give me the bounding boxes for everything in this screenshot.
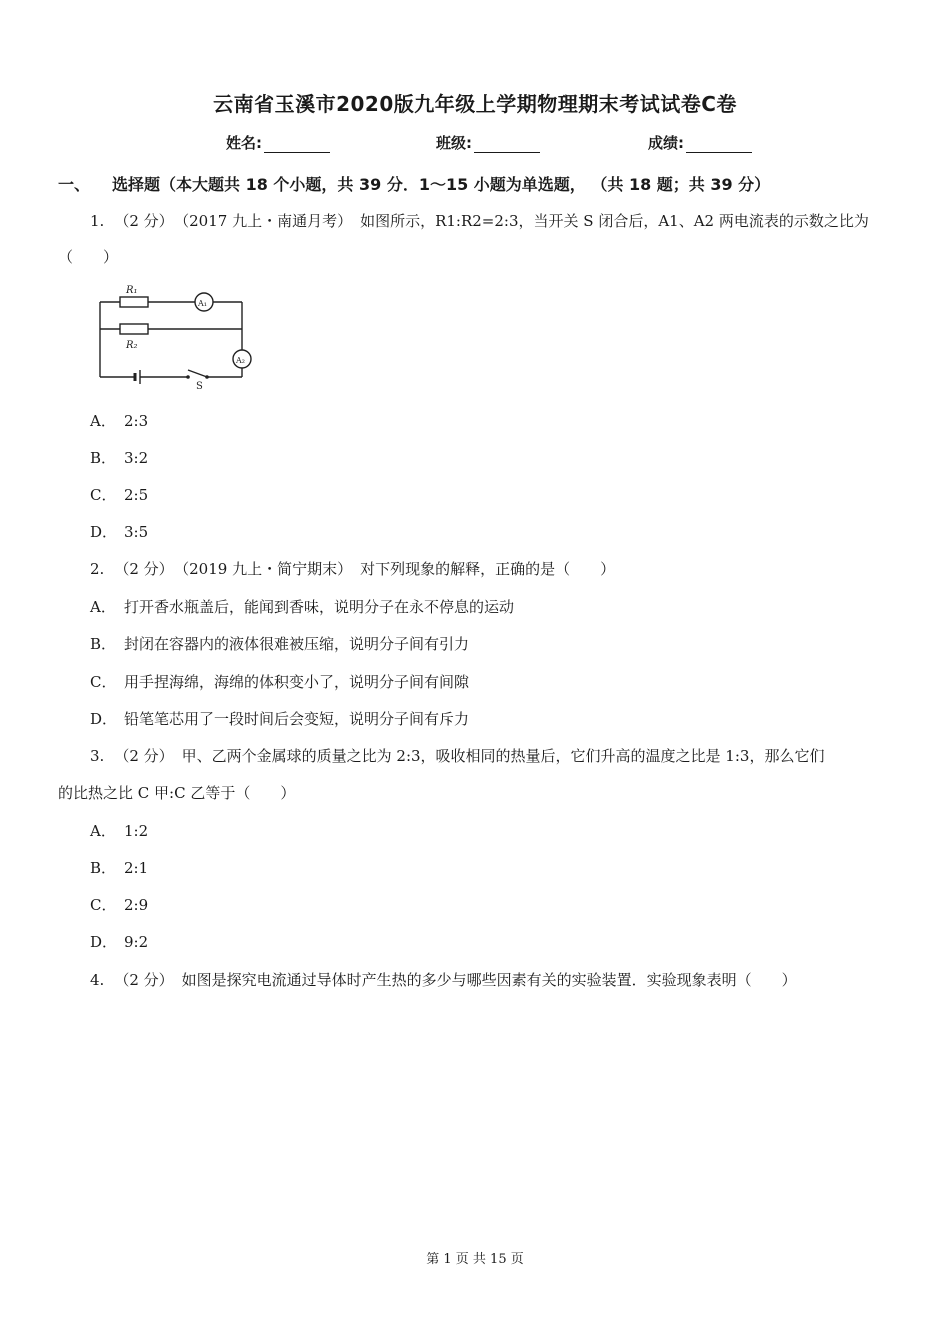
page-footer: 第 1 页 共 15 页	[426, 1252, 524, 1267]
section-text: 选择题（本大题共 18 个小题，共 39 分．1～15 小题为单选题， （共 18 题；共 39 分）	[112, 175, 771, 194]
question-number: 4.	[90, 971, 105, 989]
question-1-stem-cont: （ ）	[58, 248, 119, 266]
question-score: （2 分）	[114, 560, 174, 578]
a2-label: A₂	[236, 356, 245, 365]
class-label: 班级:	[436, 134, 472, 152]
resistor-r2	[120, 324, 148, 334]
r2-label: R₂	[126, 340, 138, 351]
question-2-stem	[90, 558, 615, 579]
question-3-option-a[interactable]: A． 1:2	[90, 822, 149, 840]
resistor-r1	[120, 297, 148, 307]
s-label: S	[196, 381, 203, 390]
question-3-option-d[interactable]: D． 9:2	[90, 933, 149, 951]
question-3-stem	[90, 745, 824, 766]
section-number: 一、	[58, 175, 91, 194]
question-4-stem	[90, 969, 797, 990]
score-blank[interactable]	[686, 136, 752, 153]
question-score: （2 分）	[114, 971, 174, 989]
name-label: 姓名:	[226, 134, 262, 152]
r1-label: R₁	[126, 285, 138, 296]
score-label: 成绩:	[648, 134, 684, 152]
section-heading	[58, 172, 770, 195]
question-source: （2019 九上・简宁期末）	[181, 560, 353, 578]
name-blank[interactable]	[264, 136, 330, 153]
question-3-option-c[interactable]: C． 2:9	[90, 896, 149, 914]
question-text: 对下列现象的解释，正确的是（ ）	[360, 560, 616, 578]
page-title: 云南省玉溪市2020版九年级上学期物理期末考试试卷C卷	[213, 92, 737, 116]
circuit-diagram	[92, 282, 262, 390]
class-field[interactable]	[436, 132, 540, 153]
class-blank[interactable]	[474, 136, 540, 153]
question-source: （2017 九上・南通月考）	[181, 212, 353, 230]
question-1-option-c[interactable]: C． 2:5	[90, 486, 149, 504]
question-1-option-d[interactable]: D． 3:5	[90, 523, 149, 541]
question-score: （2 分）	[114, 747, 174, 765]
question-1-option-a[interactable]: A． 2:3	[90, 412, 149, 430]
question-text: 如图所示，R1:R2=2:3，当开关 S 闭合后，A1、A2 两电流表的示数之比为	[360, 212, 869, 230]
question-2-option-d[interactable]: D． 铅笔笔芯用了一段时间后会变短，说明分子间有斥力	[90, 710, 470, 728]
question-2-option-c[interactable]: C． 用手捏海绵，海绵的体积变小了，说明分子间有间隙	[90, 673, 470, 691]
question-text: 如图是探究电流通过导体时产生热的多少与哪些因素有关的实验装置．实验现象表明（ ）	[181, 971, 797, 989]
question-3-stem-cont: 的比热之比 C 甲:C 乙等于（ ）	[58, 784, 296, 802]
question-number: 1.	[90, 212, 105, 230]
question-2-option-a[interactable]: A． 打开香水瓶盖后，能闻到香味，说明分子在永不停息的运动	[90, 598, 515, 616]
question-number: 2.	[90, 560, 105, 578]
student-info-row	[0, 132, 950, 156]
question-text: 甲、乙两个金属球的质量之比为 2:3，吸收相同的热量后，它们升高的温度之比是 1:3，那么它们	[181, 747, 825, 765]
question-score: （2 分）	[114, 212, 174, 230]
score-field[interactable]	[648, 132, 752, 153]
switch-s	[188, 370, 207, 377]
a1-label: A₁	[198, 299, 207, 308]
question-2-option-b[interactable]: B． 封闭在容器内的液体很难被压缩，说明分子间有引力	[90, 635, 470, 653]
question-1-stem	[90, 210, 869, 231]
name-field[interactable]	[226, 132, 330, 153]
question-3-option-b[interactable]: B． 2:1	[90, 859, 149, 877]
question-1-option-b[interactable]: B． 3:2	[90, 449, 149, 467]
question-number: 3.	[90, 747, 105, 765]
